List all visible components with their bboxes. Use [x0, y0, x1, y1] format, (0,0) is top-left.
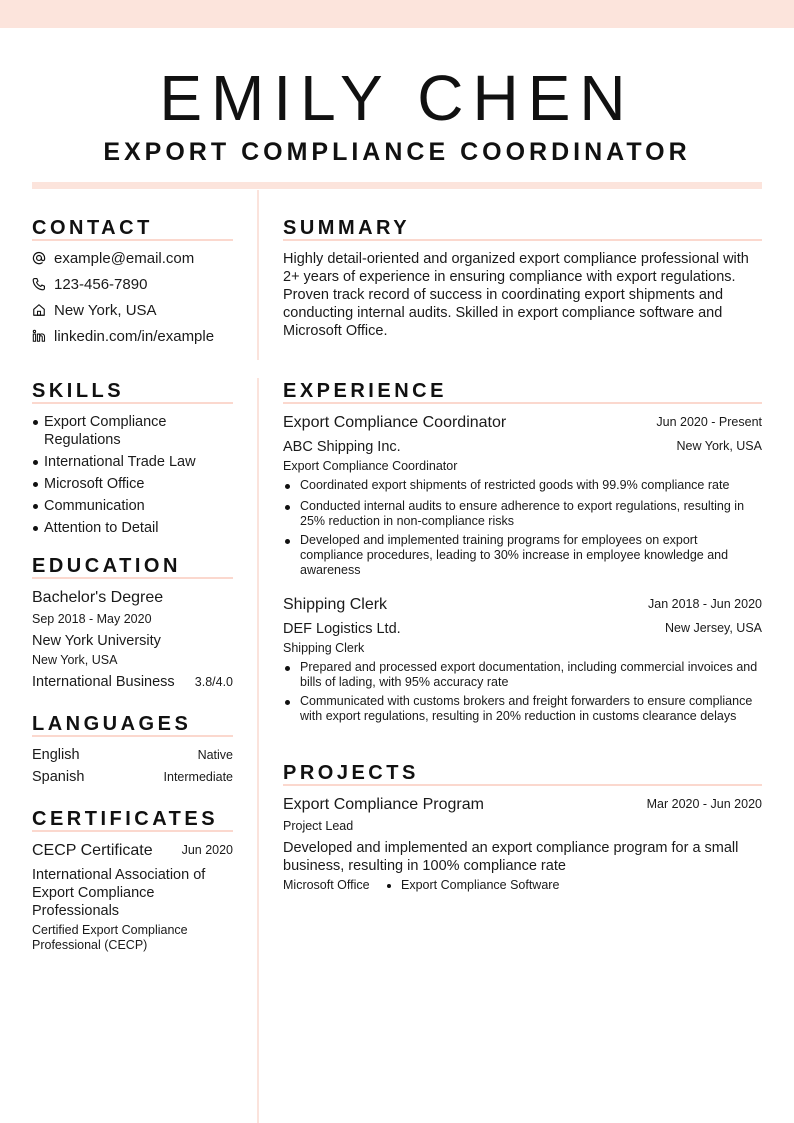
contact-linkedin[interactable] — [32, 326, 214, 346]
job-company: DEF Logistics Ltd. — [283, 621, 401, 637]
certificate-issuer: International Association of Export Compliance Professionals — [32, 867, 206, 919]
certificate-description: Certified Export Compliance Professional (CECP) — [32, 923, 188, 952]
summary-heading: SUMMARY — [283, 217, 411, 239]
home-icon — [32, 303, 46, 317]
job-location: New Jersey, USA — [664, 621, 762, 635]
language-name: Spanish — [32, 769, 85, 785]
certificate-date: Jun 2020 — [181, 843, 233, 857]
job-bullet: Conducted internal audits to ensure adherence to export regulations, resulting in 25% reduction in non-compliance risks — [300, 499, 762, 529]
candidate-name: EMILY CHEN — [159, 62, 635, 134]
language-level: Intermediate — [163, 770, 233, 784]
language-name: English — [32, 747, 80, 763]
certificates-heading-rule — [32, 830, 233, 832]
education-school: New York University — [32, 633, 161, 649]
project-tool: Export Compliance Software — [401, 878, 560, 892]
skill-item: Communication — [32, 497, 242, 515]
job-bullet: Prepared and processed export documentation, including commercial invoices and bills of lading, with 95% accuracy rate — [300, 660, 762, 690]
skill-item: Export Compliance Regulations — [32, 413, 192, 449]
project-description: Developed and implemented an export compliance program for a small business, resulting in 100% compliance rate — [283, 840, 739, 874]
contact-phone[interactable] — [32, 274, 147, 294]
job-location: New York, USA — [676, 439, 762, 453]
certificates-heading: CERTIFICATES — [32, 808, 219, 830]
languages-heading: LANGUAGES — [32, 713, 192, 735]
skill-item: International Trade Law — [32, 453, 242, 471]
summary-heading-rule — [283, 239, 762, 241]
contact-email[interactable] — [32, 248, 194, 268]
education-gpa: 3.8/4.0 — [194, 675, 233, 689]
education-heading-rule — [32, 577, 233, 579]
contact-heading-rule — [32, 239, 233, 241]
education-dates: Sep 2018 - May 2020 — [32, 612, 152, 626]
at-sign-icon — [32, 251, 46, 265]
education-field: International Business — [32, 674, 175, 690]
job-title: Shipping Clerk — [283, 596, 388, 613]
column-divider-top — [257, 190, 259, 360]
project-name: Export Compliance Program — [283, 796, 484, 813]
contact-linkedin-text: linkedin.com/in/example — [54, 327, 215, 345]
education-heading: EDUCATION — [32, 555, 181, 577]
job-bullet: Communicated with customs brokers and freight forwarders to ensure compliance with export regulations, resulting in 20% reduction in customs clearance delays — [300, 694, 762, 724]
job-bullet: Developed and implemented training programs for employees on export compliance procedures, leading to 30% increase in employee knowledge and awareness — [300, 533, 762, 578]
certificate-name: CECP Certificate — [32, 842, 153, 859]
header-divider — [32, 182, 762, 189]
project-dates: Mar 2020 - Jun 2020 — [646, 797, 762, 811]
job-dates: Jun 2020 - Present — [656, 415, 762, 429]
experience-heading-rule — [283, 402, 762, 404]
contact-location — [32, 300, 157, 320]
job-dates: Jan 2018 - Jun 2020 — [648, 597, 762, 611]
contact-heading: CONTACT — [32, 217, 153, 239]
summary-text: Highly detail-oriented and organized export compliance professional with 2+ years of experience in ensuring compliance with export regulations. Proven track record of success in coordinating export shipments and conducting internal audits. Skilled in export compliance software and Microsoft Office. — [283, 251, 749, 339]
job-role: Export Compliance Coordinator — [283, 459, 458, 473]
project-tool: Microsoft Office — [283, 878, 370, 892]
tool-separator-dot — [387, 884, 391, 888]
phone-icon — [32, 277, 46, 291]
column-divider-bottom — [257, 378, 259, 1123]
contact-phone-text: 123-456-7890 — [54, 275, 148, 293]
skills-heading: SKILLS — [32, 380, 125, 402]
linkedin-icon — [32, 329, 46, 343]
skill-item: Microsoft Office — [32, 475, 242, 493]
contact-email-text: example@email.com — [54, 249, 195, 267]
skills-heading-rule — [32, 402, 233, 404]
job-role: Shipping Clerk — [283, 641, 365, 655]
languages-heading-rule — [32, 735, 233, 737]
job-company: ABC Shipping Inc. — [283, 439, 401, 455]
skill-item: Attention to Detail — [32, 519, 242, 537]
education-location: New York, USA — [32, 653, 118, 667]
projects-heading-rule — [283, 784, 762, 786]
experience-heading: EXPERIENCE — [283, 380, 447, 402]
job-title: Export Compliance Coordinator — [283, 414, 507, 431]
language-level: Native — [197, 748, 233, 762]
job-bullet: Coordinated export shipments of restricted goods with 99.9% compliance rate — [300, 478, 762, 493]
contact-location-text: New York, USA — [54, 301, 157, 319]
education-degree: Bachelor's Degree — [32, 589, 164, 606]
project-role: Project Lead — [283, 819, 354, 833]
projects-heading: PROJECTS — [283, 762, 419, 784]
candidate-title: EXPORT COMPLIANCE COORDINATOR — [103, 138, 691, 166]
top-accent-band — [0, 0, 794, 28]
